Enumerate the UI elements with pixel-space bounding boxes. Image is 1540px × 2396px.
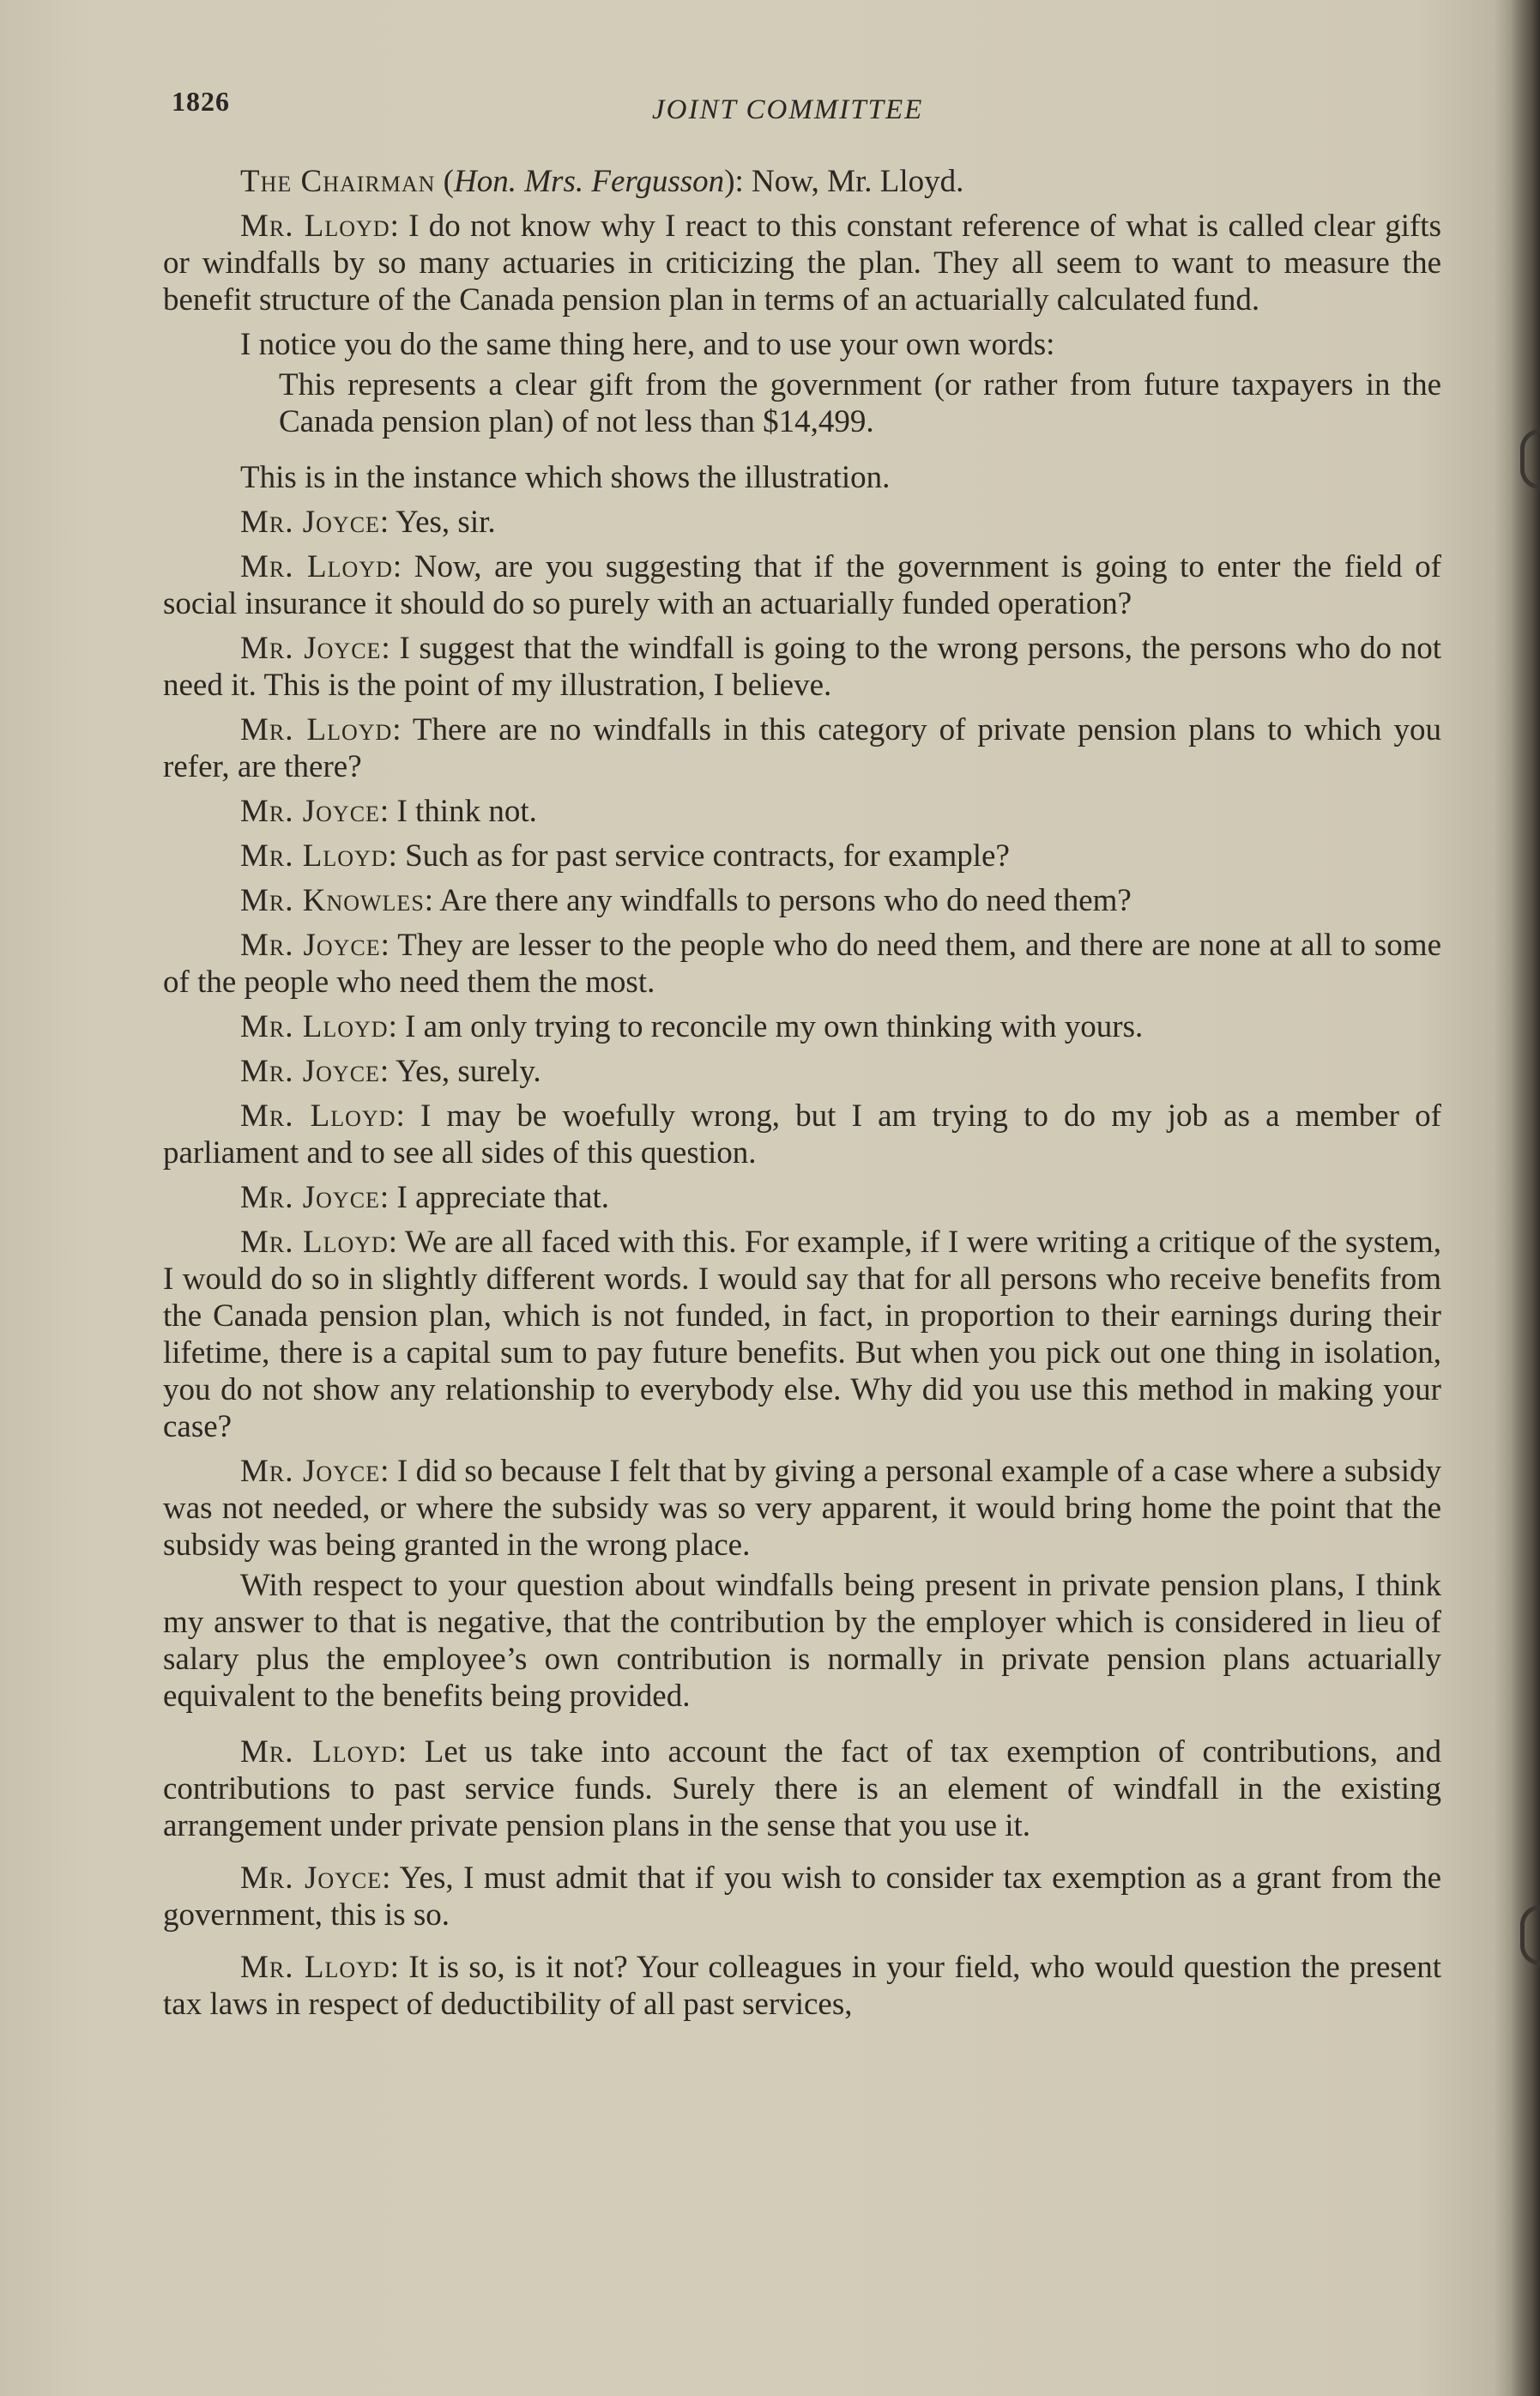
paragraph-text: : It is so, is it not? Your colleagues in your field, who would question the present tax laws in respect of deductibility of all past services, bbox=[163, 1950, 1441, 2022]
paragraph-text: This is in the instance which shows the illustration. bbox=[240, 460, 891, 495]
paragraph bbox=[163, 1098, 1441, 1171]
speaker-name: Mr. Joyce bbox=[240, 1180, 380, 1215]
page-header bbox=[172, 86, 1441, 137]
speaker-name: Mr. Lloyd bbox=[240, 1950, 390, 1985]
speaker-name: The Chairman bbox=[240, 164, 436, 199]
paragraph bbox=[163, 1008, 1441, 1045]
paragraph-text: : I am only trying to reconcile my own thinking with yours. bbox=[388, 1009, 1144, 1044]
speaker-name: Mr. Lloyd bbox=[240, 1098, 396, 1134]
paragraph-text: : Now, are you suggesting that if the government is going to enter the field of social insurance it should do so purely with an actuarially funded operation? bbox=[163, 549, 1441, 621]
speaker-name: Mr. Lloyd bbox=[240, 1225, 389, 1260]
paragraph bbox=[163, 1053, 1441, 1090]
paragraph-text: : I do not know why I react to this constant reference of what is called clear gifts or windfalls by so many actuaries in criticizing the plan. They all seem to want to measure the benefit structure of the Canada pension plan in terms of an actuarially calculated fund. bbox=[163, 209, 1441, 318]
speaker-name: Mr. Lloyd bbox=[240, 712, 393, 747]
speaker-name: Mr. Lloyd bbox=[240, 209, 390, 244]
paragraph bbox=[163, 1733, 1441, 1844]
paragraph bbox=[163, 1453, 1441, 1564]
paragraph: The Chairman (Hon. Mrs. Fergusson): Now, Mr. Lloyd. bbox=[240, 164, 964, 199]
paragraph-text: : I did so because I felt that by giving a personal example of a case where a subsidy was not needed, or where the subsidy was so very apparent, it would bring home the point that the subsidy was being granted in the wrong place. bbox=[163, 1454, 1441, 1563]
paragraph bbox=[163, 504, 1441, 541]
paragraph bbox=[163, 1179, 1441, 1216]
quotation bbox=[163, 366, 1441, 440]
paragraph bbox=[163, 927, 1441, 1001]
paragraph-text: : I appreciate that. bbox=[379, 1180, 609, 1215]
paragraph bbox=[163, 793, 1441, 830]
paragraph-text: : We are all faced with this. For example, if I were writing a critique of the system, I would do so in slightly different words. I would say that for all persons who receive benefits from the Canada pension plan, which is not funded, in fact, in proportion to their earnings during their lifetime, there is a capital sum to pay future benefits. But when you pick out one thing in isolation, you do not show any relationship to everybody else. Why did you use this method in making your case? bbox=[163, 1225, 1441, 1444]
paragraph-text: This represents a clear gift from the government (or rather from future taxpayers in the Canada pension plan) of not less than $14,499. bbox=[279, 367, 1441, 439]
paragraph bbox=[163, 326, 1441, 363]
paragraph bbox=[163, 882, 1441, 919]
paragraph bbox=[163, 208, 1441, 318]
paragraph-text: : Now, Mr. Lloyd. bbox=[734, 164, 964, 199]
paragraph-text: : Yes, sir. bbox=[379, 505, 496, 540]
page-number: 1826 bbox=[172, 86, 230, 117]
paragraph bbox=[163, 630, 1441, 704]
paragraph bbox=[163, 1567, 1441, 1715]
paragraph-text: I notice you do the same thing here, and to use your own words: bbox=[240, 327, 1055, 362]
page-edge-shadow bbox=[1511, 0, 1540, 2396]
paragraph-text: : I think not. bbox=[379, 794, 537, 829]
paragraph-text: : They are lesser to the people who do need them, and there are none at all to some of the people who need them the most. bbox=[163, 928, 1441, 1000]
paragraph-text: : There are no windfalls in this category of private pension plans to which you refer, are there? bbox=[163, 712, 1441, 784]
speaker-name: Mr. Joyce bbox=[240, 631, 382, 666]
speaker-note: Hon. Mrs. Fergusson bbox=[454, 164, 725, 199]
speaker-name: Mr. Lloyd bbox=[240, 549, 393, 584]
paragraph bbox=[163, 1860, 1441, 1933]
speaker-name: Mr. Joyce bbox=[240, 928, 381, 963]
speaker-name: Mr. Joyce bbox=[240, 1861, 383, 1896]
paragraph bbox=[163, 838, 1441, 874]
paragraph bbox=[163, 1949, 1441, 2023]
paragraph-text: With respect to your question about windfalls being present in private pension plans, I think my answer to that is negative, that the contribution by the employer which is considered in lieu of salary plus the employee’s own contribution is normally in private pension plans actuarially equivalent to the benefits being provided. bbox=[163, 1568, 1441, 1714]
speaker-name: Mr. Joyce bbox=[240, 794, 380, 829]
paragraph bbox=[163, 711, 1441, 785]
paragraph bbox=[163, 548, 1441, 622]
paragraph-text: : Yes, surely. bbox=[379, 1054, 541, 1089]
speaker-name: Mr. Joyce bbox=[240, 1054, 380, 1089]
paragraph-text: : Are there any windfalls to persons who do need them? bbox=[424, 883, 1132, 918]
paragraph-text: : I suggest that the windfall is going to the wrong persons, the persons who do not need it. This is the point of my illustration, I believe. bbox=[163, 631, 1441, 703]
paragraph-text: : Such as for past service contracts, for example? bbox=[388, 838, 1010, 874]
running-head: JOINT COMMITTEE bbox=[652, 94, 924, 125]
binding-ring-mark bbox=[1520, 1905, 1540, 1965]
speaker-name: Mr. Knowles bbox=[240, 883, 425, 918]
transcript-body bbox=[163, 163, 1441, 2030]
binding-ring-mark bbox=[1520, 429, 1540, 489]
paragraph-text: : I may be woefully wrong, but I am trying to do my job as a member of parliament and to see all sides of this question. bbox=[163, 1098, 1441, 1171]
paragraph-text: : Yes, I must admit that if you wish to consider tax exemption as a grant from the government, this is so. bbox=[163, 1861, 1442, 1933]
speaker-name: Mr. Joyce bbox=[240, 505, 380, 540]
speaker-name: Mr. Lloyd bbox=[240, 1734, 398, 1770]
paragraph bbox=[163, 459, 1441, 496]
paragraph bbox=[163, 1224, 1441, 1445]
speaker-name: Mr. Lloyd bbox=[240, 838, 389, 874]
speaker-name: Mr. Joyce bbox=[240, 1454, 381, 1489]
paragraph-text: : Let us take into account the fact of tax exemption of contributions, and contributions to past service funds. Surely there is an element of windfall in the existing arrangement under private pension plans in the sense that you use it. bbox=[163, 1734, 1441, 1843]
speaker-name: Mr. Lloyd bbox=[240, 1009, 389, 1044]
